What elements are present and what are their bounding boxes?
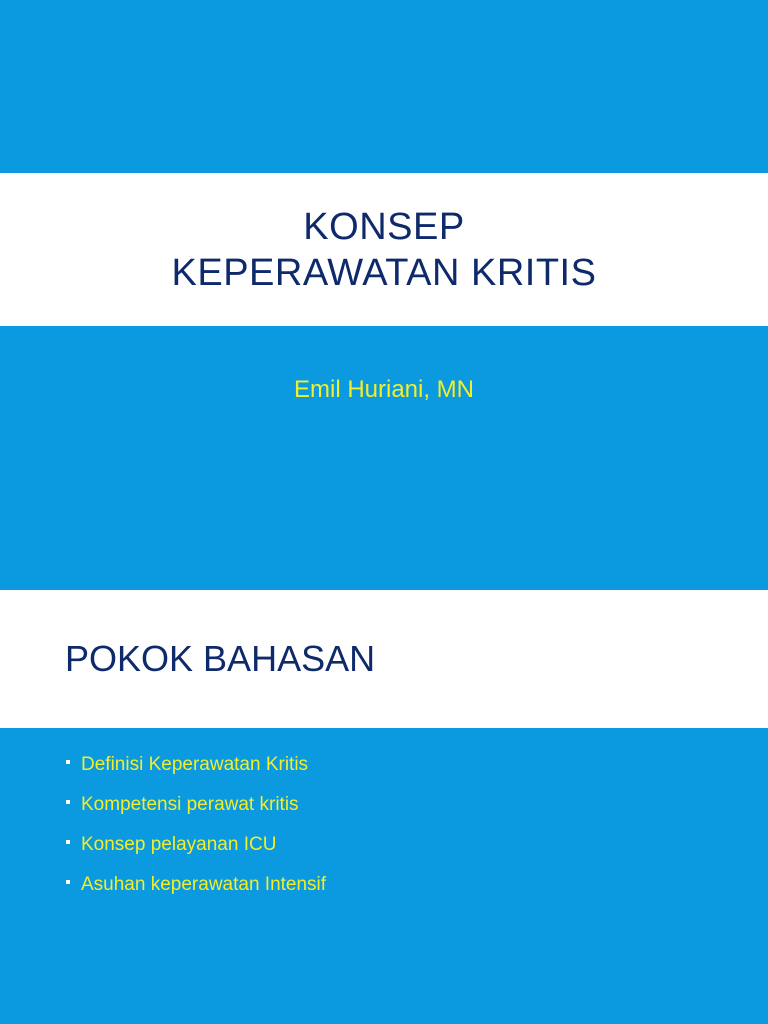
- bullet-icon: [66, 760, 70, 764]
- bullet-text: Definisi Keperawatan Kritis: [81, 754, 309, 775]
- slide-heading: POKOK BAHASAN: [65, 638, 376, 679]
- bullet-item: [66, 865, 326, 905]
- bullet-text: Konsep pelayanan ICU: [81, 834, 277, 855]
- author-name: Emil Huriani, MN: [293, 376, 475, 403]
- slide-title-line-2: KEPERAWATAN KRITIS: [171, 251, 597, 294]
- bullet-item: [66, 785, 326, 825]
- topics-slide: [0, 590, 768, 1024]
- bullet-text: Kompetensi perawat kritis: [81, 794, 299, 815]
- bullet-icon: [66, 880, 70, 884]
- bullet-icon: [66, 840, 70, 844]
- title-band: [0, 173, 768, 326]
- bullet-icon: [66, 800, 70, 804]
- slide-title-line-1: KONSEP: [303, 205, 465, 248]
- bullet-text: Asuhan keperawatan Intensif: [81, 874, 327, 895]
- bullet-list: [66, 745, 326, 905]
- heading-band: [0, 590, 768, 728]
- bullet-item: [66, 825, 326, 865]
- bullet-item: [66, 745, 326, 785]
